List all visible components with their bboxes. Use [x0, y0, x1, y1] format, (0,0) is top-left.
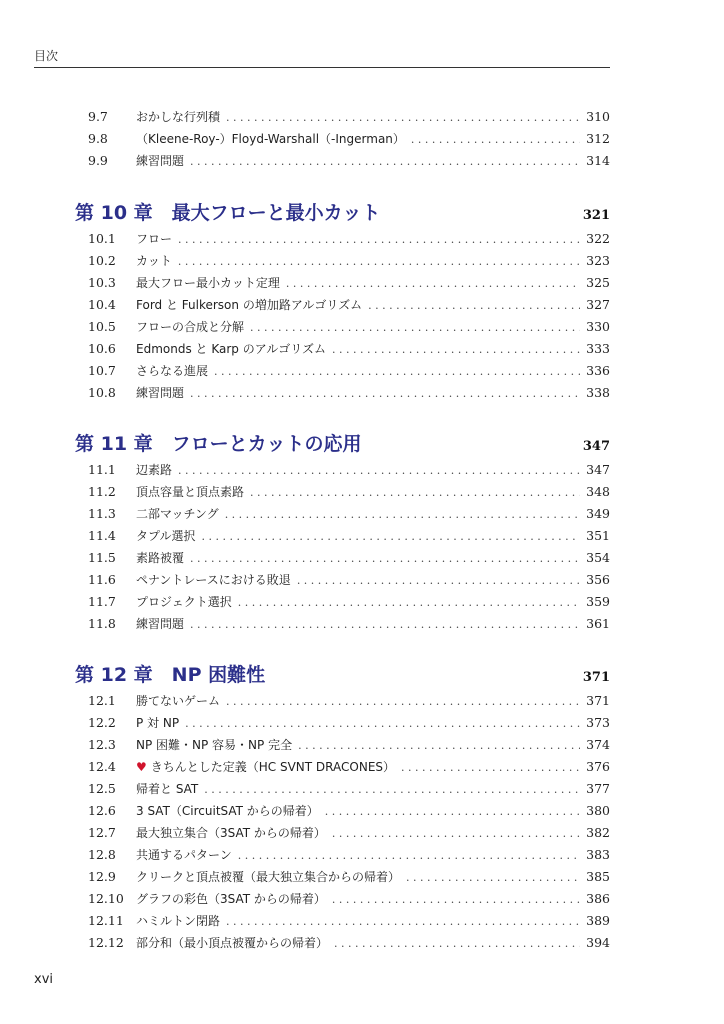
section-number: 10.3	[88, 275, 116, 290]
section-title: グラフの彩色（3SAT からの帰着）	[136, 892, 326, 906]
chapter-page: 371	[582, 670, 610, 685]
toc-entry[interactable]	[88, 801, 610, 821]
toc-entry[interactable]	[88, 295, 610, 315]
page-number: 359	[586, 594, 610, 609]
toc-entry[interactable]	[88, 735, 610, 755]
leader-dots	[332, 340, 580, 360]
section-number: 12.3	[88, 737, 116, 752]
section-title	[136, 757, 395, 777]
section-number: 10.2	[88, 253, 116, 268]
page-number: 330	[586, 319, 610, 334]
leader-dots	[332, 890, 580, 910]
leader-dots	[325, 802, 580, 822]
leader-dots	[297, 571, 580, 591]
section-number: 10.8	[88, 385, 116, 400]
section-title: プロジェクト選択	[136, 595, 232, 609]
chapter-title: 第 11 章 フローとカットの応用	[75, 433, 362, 455]
leader-dots	[204, 780, 580, 800]
leader-dots	[214, 362, 580, 382]
section-title: カット	[136, 254, 172, 268]
toc-entry[interactable]	[88, 129, 610, 149]
page-number: 348	[586, 484, 610, 499]
toc-entry[interactable]	[88, 757, 610, 777]
page-number: 310	[586, 109, 610, 124]
section-number: 12.12	[88, 935, 124, 950]
section-title: フローの合成と分解	[136, 320, 245, 334]
chapter-heading[interactable]	[75, 429, 610, 455]
section-number: 10.1	[88, 231, 116, 246]
header-title: 目次	[34, 49, 59, 63]
toc-entry[interactable]	[88, 845, 610, 865]
section-number: 9.9	[88, 153, 108, 168]
page-number: 377	[586, 781, 610, 796]
section-number: 9.8	[88, 131, 108, 146]
leader-dots	[401, 758, 580, 778]
leader-dots	[178, 252, 580, 272]
leader-dots	[298, 736, 580, 756]
section-title: 二部マッチング	[136, 507, 219, 521]
toc-entry[interactable]	[88, 889, 610, 909]
section-title: フロー	[136, 232, 173, 246]
toc-entry[interactable]	[88, 339, 610, 359]
page-number: 322	[586, 231, 610, 246]
section-number: 11.1	[88, 462, 116, 477]
page-number: 356	[586, 572, 610, 587]
page-number: 373	[586, 715, 610, 730]
toc-entry[interactable]	[88, 317, 610, 337]
leader-dots	[250, 318, 580, 338]
toc-entry[interactable]	[88, 779, 610, 799]
toc-entry[interactable]	[88, 482, 610, 502]
section-title: Ford と Fulkerson の増加路アルゴリズム	[136, 298, 363, 312]
leader-dots	[226, 108, 580, 128]
leader-dots	[178, 461, 580, 481]
section-title: 素路被覆	[136, 551, 185, 565]
section-number: 10.5	[88, 319, 116, 334]
section-number: 12.1	[88, 693, 116, 708]
leader-dots	[225, 505, 580, 525]
section-number: 11.4	[88, 528, 116, 543]
section-title-text: きちんとした定義（HC SVNT DRACONES）	[150, 760, 396, 774]
leader-dots	[190, 615, 580, 635]
section-number: 12.5	[88, 781, 116, 796]
chapter-title: 第 12 章 NP 困難性	[75, 664, 266, 686]
section-number: 10.7	[88, 363, 116, 378]
toc-entry[interactable]	[88, 229, 610, 249]
page-number: 386	[586, 891, 610, 906]
toc-entry[interactable]	[88, 107, 610, 127]
leader-dots	[250, 483, 580, 503]
section-number: 10.4	[88, 297, 116, 312]
chapter-heading[interactable]	[75, 660, 610, 686]
section-title: ハミルトン閉路	[136, 914, 221, 928]
section-title: （Kleene-Roy-）Floyd-Warshall（-Ingerman）	[136, 132, 405, 146]
page-number: 351	[586, 528, 610, 543]
page-number: 354	[586, 550, 610, 565]
page-number: 336	[586, 363, 610, 378]
section-title: 辺素路	[136, 463, 173, 477]
toc-entry[interactable]	[88, 823, 610, 843]
toc-entry[interactable]	[88, 361, 610, 381]
section-title: 練習問題	[136, 386, 185, 400]
section-title: 3 SAT（CircuitSAT からの帰着）	[136, 804, 319, 818]
leader-dots	[286, 274, 580, 294]
toc-entry[interactable]	[88, 383, 610, 403]
section-number: 12.11	[88, 913, 124, 928]
leader-dots	[178, 230, 580, 250]
section-title: 勝てないゲーム	[136, 694, 221, 708]
page-number: 323	[586, 253, 610, 268]
leader-dots	[368, 296, 580, 316]
section-number: 12.2	[88, 715, 116, 730]
page-number: 389	[586, 913, 610, 928]
toc-entry[interactable]	[88, 548, 610, 568]
toc-entry[interactable]	[88, 933, 610, 953]
folio: xvi	[34, 972, 53, 987]
page-number: 349	[586, 506, 610, 521]
toc-entry[interactable]	[88, 570, 610, 590]
leader-dots	[238, 846, 580, 866]
section-number: 11.2	[88, 484, 116, 499]
leader-dots	[238, 593, 580, 613]
toc-entry[interactable]	[88, 592, 610, 612]
heart-icon: ♥	[136, 760, 147, 774]
leader-dots	[334, 934, 580, 954]
page-number: 376	[586, 759, 610, 774]
toc-entry[interactable]	[88, 526, 610, 546]
page-number: 385	[586, 869, 610, 884]
toc-entry[interactable]	[88, 151, 610, 171]
page-number: 312	[586, 131, 610, 146]
section-title: 部分和（最小頂点被覆からの帰着）	[136, 936, 329, 950]
section-number: 12.9	[88, 869, 116, 884]
section-title: 練習問題	[136, 617, 185, 631]
page-footer	[34, 972, 53, 987]
section-title: タプル選択	[136, 529, 196, 543]
section-title: 頂点容量と頂点素路	[136, 485, 245, 499]
toc-entry[interactable]	[88, 911, 610, 931]
leader-dots	[411, 130, 580, 150]
leader-dots	[332, 824, 580, 844]
chapter-page: 321	[582, 208, 610, 223]
section-title: さらなる進展	[136, 364, 209, 378]
toc-entry[interactable]	[88, 691, 610, 711]
section-number: 12.10	[88, 891, 124, 906]
page-number: 394	[586, 935, 610, 950]
leader-dots	[202, 527, 580, 547]
page-number: 382	[586, 825, 610, 840]
page-number: 338	[586, 385, 610, 400]
section-number: 12.7	[88, 825, 116, 840]
leader-dots	[185, 714, 580, 734]
leader-dots	[226, 692, 580, 712]
page-number: 361	[586, 616, 610, 631]
section-title: クリークと頂点被覆（最大独立集合からの帰着）	[136, 870, 401, 884]
section-number: 11.3	[88, 506, 116, 521]
chapter-page: 347	[582, 439, 610, 454]
page-number: 327	[586, 297, 610, 312]
leader-dots	[406, 868, 580, 888]
toc-entry[interactable]	[88, 867, 610, 887]
section-title: おかしな行列積	[136, 110, 221, 124]
leader-dots	[190, 549, 580, 569]
section-title: 帰着と SAT	[136, 782, 199, 796]
toc-entry[interactable]	[88, 460, 610, 480]
toc-entry[interactable]	[88, 504, 610, 524]
section-number: 11.7	[88, 594, 116, 609]
leader-dots	[190, 384, 580, 404]
section-number: 10.6	[88, 341, 116, 356]
leader-dots	[226, 912, 580, 932]
chapter-title: 第 10 章 最大フローと最小カット	[75, 202, 381, 224]
chapter-heading[interactable]	[75, 198, 610, 224]
section-title: 最大独立集合（3SAT からの帰着）	[136, 826, 326, 840]
section-title: Edmonds と Karp のアルゴリズム	[136, 342, 326, 356]
page-number: 347	[586, 462, 610, 477]
section-number: 11.5	[88, 550, 116, 565]
section-title: P 対 NP	[136, 716, 180, 730]
page-number: 314	[586, 153, 610, 168]
toc-entry[interactable]	[88, 614, 610, 634]
page-number: 383	[586, 847, 610, 862]
section-title: 共通するパターン	[136, 848, 232, 862]
page-number: 325	[586, 275, 610, 290]
page-number: 333	[586, 341, 610, 356]
toc-entry[interactable]	[88, 251, 610, 271]
page-number: 374	[586, 737, 610, 752]
page-number: 380	[586, 803, 610, 818]
section-title: 最大フロー最小カット定理	[136, 276, 280, 290]
section-number: 12.6	[88, 803, 116, 818]
section-number: 12.8	[88, 847, 116, 862]
section-title: NP 困難・NP 容易・NP 完全	[136, 738, 293, 752]
toc-entry[interactable]	[88, 273, 610, 293]
section-number: 9.7	[88, 109, 108, 124]
section-title: 練習問題	[136, 154, 185, 168]
running-header	[34, 49, 610, 68]
section-title: ペナントレースにおける敗退	[136, 573, 291, 587]
leader-dots	[190, 152, 580, 172]
section-number: 11.6	[88, 572, 116, 587]
section-number: 12.4	[88, 759, 116, 774]
page-number: 371	[586, 693, 610, 708]
toc-entry[interactable]	[88, 713, 610, 733]
section-number: 11.8	[88, 616, 116, 631]
